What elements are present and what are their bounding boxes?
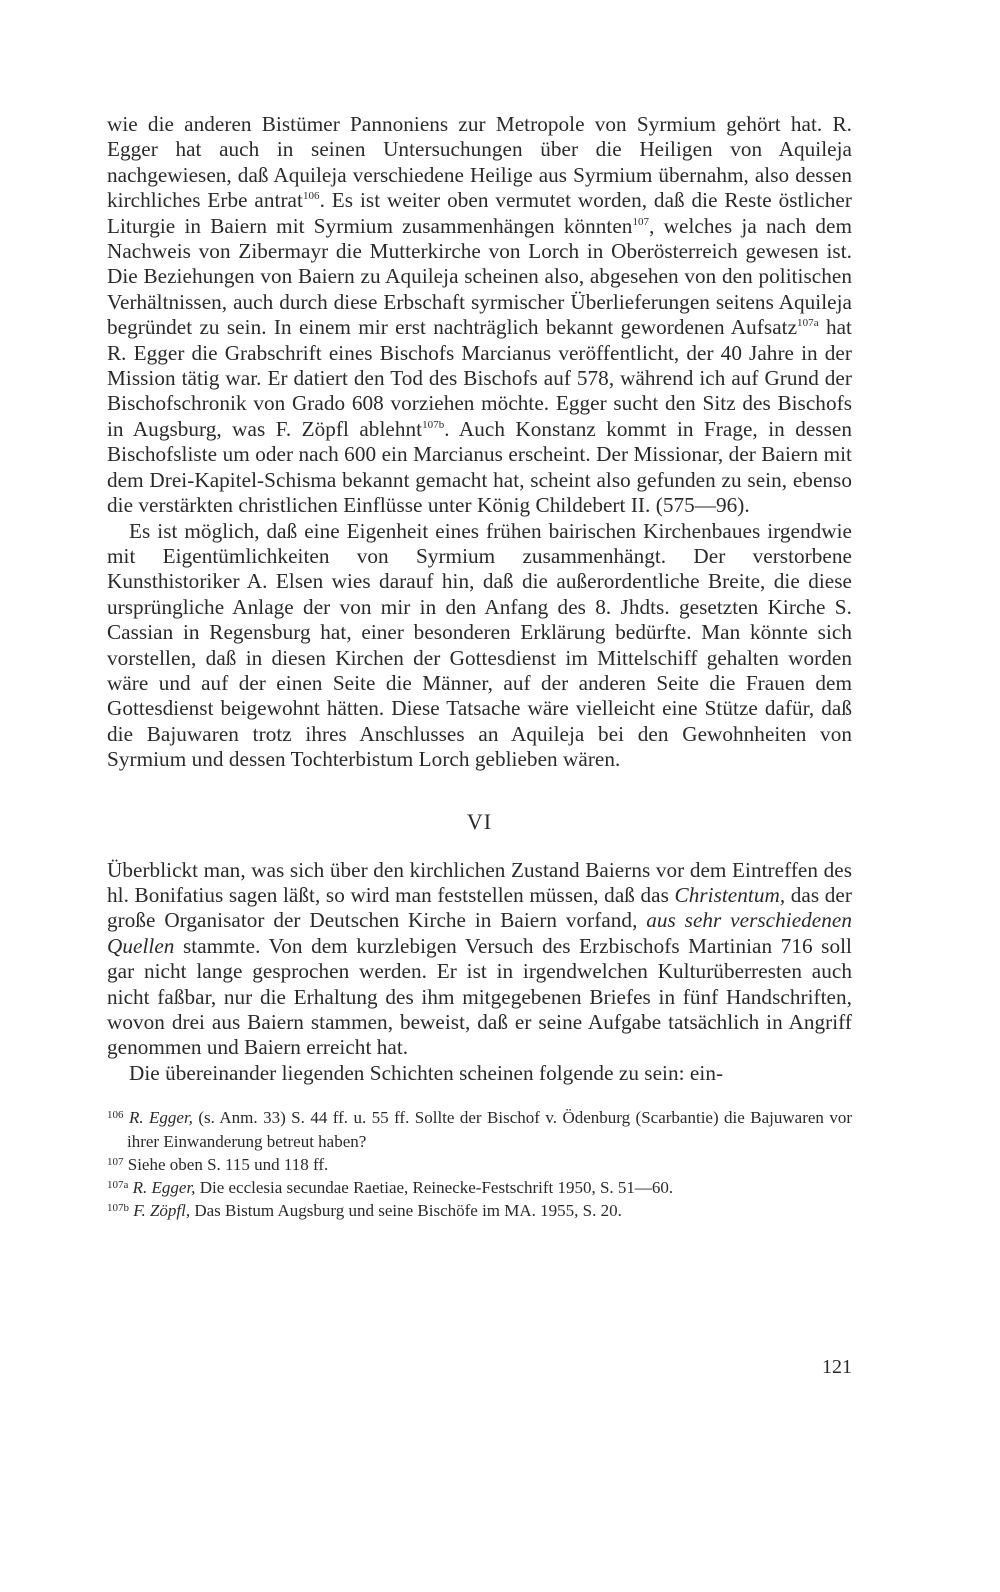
footnote-ref-107[interactable]: 107: [632, 215, 650, 228]
body-text: [107, 112, 852, 773]
body-text-section-vi: [107, 858, 852, 1087]
paragraph-4: Die übereinander liegenden Schichten scheinen folgende zu sein: ein-: [129, 1060, 724, 1085]
paragraph-1: wie die anderen Bistümer Pannoniens zur Metropole von Syrmium gehört hat. R. Egger hat auch in seinen Untersuchungen über die Heiligen von Aquileja nachgewiesen, daß Aquileja verschiedene Heilige aus Syrmium übernahm, also dessen kirchliches Erbe antrat$^{106}$. Es ist weiter oben vermutet worden, daß die Reste östlicher Liturgie in Baiern mit Syrmium zusammenhängen könnten$^{107}$, welches ja nach dem Nachweis von Zibermayr die Mutterkirche von Lorch in Oberösterreich gewesen ist. Die Beziehungen von Baiern zu Aquileja scheinen also, abgesehen von den politischen Verhältnissen, auch durch diese Erbschaft syrmischer Überlieferungen seitens Aquileja begründet zu sein. In einem mir erst nachträglich bekannt gewordenen Aufsatz$^{107a}$ hat R. Egger die Grabschrift eines Bischofs Marcianus veröffentlicht, der 40 Jahre in der Mission tätig war. Er datiert den Tod des Bischofs auf 578, während ich auf Grund der Bischofschronik von Grado 608 vorziehen möchte. Egger sucht den Sitz des Bischofs in Augsburg, was F. Zöpfl ablehnt$^{107b}$. Auch Konstanz kommt in Frage, in dessen Bischofsliste um oder nach 600 ein Marcianus erscheint. Der Missionar, der Baiern mit dem Drei-Kapitel-Schisma bekannt gemacht hat, scheint also gefunden zu sein, ebenso die verstärkten christlichen Einflüsse unter König Childebert II. (575—96).: [107, 112, 852, 518]
footnote-107: $^{107}$ Siehe oben S. 115 und 118 ff.: [107, 1154, 329, 1174]
page-content: [107, 112, 852, 1378]
footnote-106: $^{106}$ R. Egger, (s. Anm. 33) S. 44 ff. u. 55 ff. Sollte der Bischof v. Ödenburg (Scarbantie) die Bajuwaren vor ihrer Einwanderung betreut haben?: [107, 1108, 852, 1151]
page-number: 121: [822, 1356, 852, 1378]
footnote-107a: $^{107a}$ R. Egger, Die ecclesia secundae Raetiae, Reinecke-Festschrift 1950, S. 51—60.: [107, 1178, 674, 1198]
footnotes: [107, 1106, 852, 1222]
footnote-ref-106[interactable]: 106: [302, 190, 320, 203]
paragraph-2: Es ist möglich, daß eine Eigenheit eines frühen bairischen Kirchenbaues irgendwie mit Eigentümlichkeiten von Syrmium zusammenhängt. Der verstorbene Kunsthistoriker A. Elsen wies darauf hin, daß die außerordentliche Breite, die diese ursprüngliche Anlage der von mir in den Anfang des 8. Jhdts. gesetzten Kirche S. Cassian in Regensburg hat, einer besonderen Erklärung bedürfte. Man könnte sich vorstellen, daß in diesen Kirchen der Gottesdienst im Mittelschiff gehalten worden wäre und auf der einen Seite die Männer, auf der anderen Seite die Frauen dem Gottesdienst beigewohnt hätten. Diese Tatsache wäre vielleicht eine Stütze dafür, daß die Bajuwaren trotz ihres Anschlusses an Aquileja bei den Gewohnheiten von Syrmium und dessen Tochterbistum Lorch geblieben wären.: [107, 518, 852, 772]
footnote-107b: $^{107b}$ F. Zöpfl, Das Bistum Augsburg und seine Bischöfe im MA. 1955, S. 20.: [107, 1201, 622, 1221]
section-heading: VI: [466, 808, 493, 834]
footnote-ref-107a[interactable]: 107a: [797, 317, 819, 330]
paragraph-3: Überblickt man, was sich über den kirchlichen Zustand Baierns vor dem Eintreffen des hl. Bonifatius sagen läßt, so wird man feststellen müssen, daß das Christentum, das der große Organisator der Deutschen Kirche in Baiern vorfand, aus sehr verschiedenen Quellen stammte. Von dem kurzlebigen Versuch des Erzbischofs Martinian 716 soll gar nicht lange gesprochen werden. Er ist in irgendwelchen Kulturüberresten auch nicht faßbar, nur die Erhaltung des ihm mitgegebenen Briefes in fünf Handschriften, wovon drei aus Baiern stammen, beweist, daß er seine Aufgabe tatsächlich in Angriff genommen und Baiern erreicht hat.: [107, 857, 852, 1060]
footnote-ref-107b[interactable]: 107b: [422, 418, 445, 431]
